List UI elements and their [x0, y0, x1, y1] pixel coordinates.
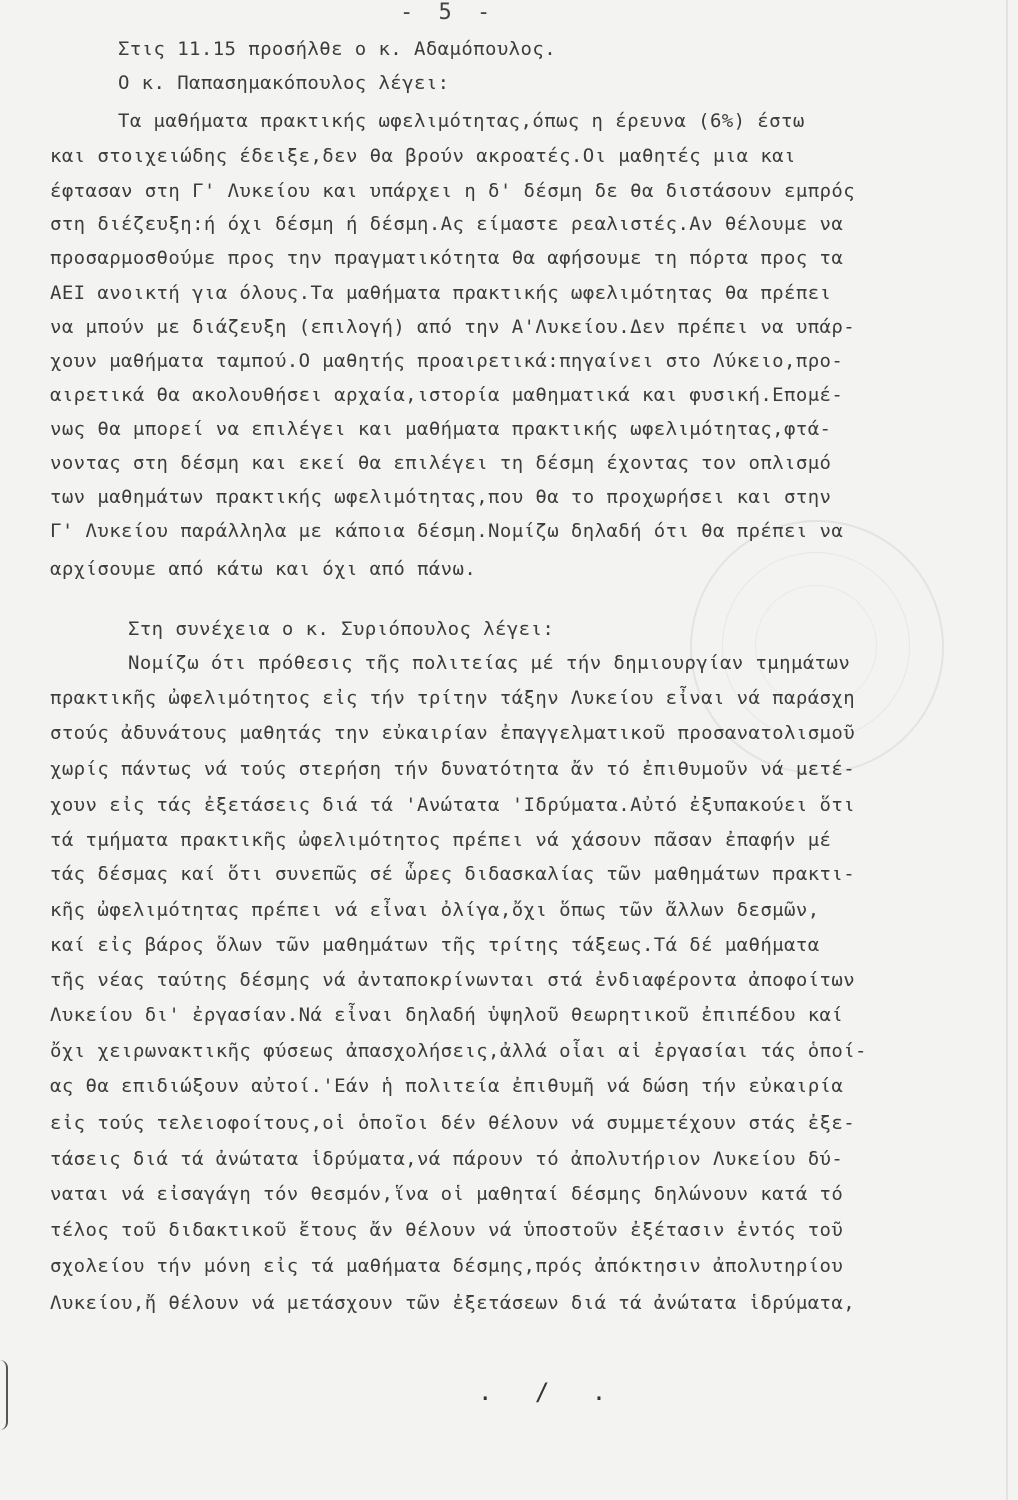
page-edge-shadow [1006, 0, 1008, 1500]
text-line: Τα μαθήματα πρακτικής ωφελιμότητας,όπως η έρευνα (6%) έστω [118, 110, 805, 132]
text-line: χωρίς πάντως νά τούς στερήση τήν δυνατότητα ἄν τό ἐπιθυμοῦν νά μετέ- [50, 758, 856, 780]
page-number: - 5 - [400, 0, 497, 25]
text-line: κῆς ὠφελιμότητας πρέπει νά εἶναι ὀλίγα,ὄχι ὅπως τῶν ἄλλων δεσμῶν, [50, 899, 820, 921]
text-line: σχολείου τήν μόνη εἰς τά μαθήματα δέσμης,πρός ἀπόκτησιν ἀπολυτηρίου [50, 1255, 844, 1277]
text-line: Ο κ. Παπασημακόπουλος λέγει: [118, 72, 450, 94]
text-line: πρακτικῆς ὠφελιμότητος εἰς τήν τρίτην τάξην Λυκείου εἶναι νά παράσχη [50, 687, 856, 709]
text-line: και στοιχειώδης έδειξε,δεν θα βρούν ακροατές.Οι μαθητές μια και [50, 145, 796, 167]
text-line: τῆς νέας ταύτης δέσμης νά ἀνταποκρίνωνται στά ἐνδιαφέροντα ἀποφοίτων [50, 969, 856, 991]
text-line: τάς δέσμας καί ὅτι συνεπῶς σέ ὧρες διδασκαλίας τῶν μαθημάτων πρακτι- [50, 863, 856, 885]
text-line: χουν εἰς τάς ἐξετάσεις διά τά 'Ανώτατα 'Ιδρύματα.Αὐτό ἐξυπακούει ὅτι [50, 794, 856, 816]
text-line: νοντας στη δέσμη και εκεί θα επιλέγει τη δέσμη έχοντας τον οπλισμό [50, 452, 832, 474]
text-line: χουν μαθήματα ταμπού.Ο μαθητής προαιρετικά:πηγαίνει στο Λύκειο,προ- [50, 350, 844, 372]
text-line: των μαθημάτων πρακτικής ωφελιμότητας,που θα το προχωρήσει και στην [50, 486, 832, 508]
text-line: ναται νά εἰσαγάγη τόν θεσμόν,ἵνα οἱ μαθηταί δέσμης δηλώνουν κατά τό [50, 1183, 844, 1205]
text-line: προσαρμοσθούμε προς την πραγματικότητα θα αφήσουμε τη πόρτα προς τα [50, 247, 844, 269]
text-line: ΑΕΙ ανοικτή για όλους.Τα μαθήματα πρακτικής ωφελιμότητας θα πρέπει [50, 282, 832, 304]
text-line: στούς ἀδυνάτους μαθητάς την εὐκαιρίαν ἐπαγγελματικοῦ προσανατολισμοῦ [50, 722, 856, 744]
text-line: νως θα μπορεί να επιλέγει και μαθήματα πρακτικής ωφελιμότητας,φτά- [50, 418, 832, 440]
text-line: εἰς τούς τελειοφοίτους,οἱ ὁποῖοι δέν θέλουν νά συμμετέχουν στάς ἐξε- [50, 1112, 856, 1134]
continuation-mark: . / . [478, 1378, 621, 1406]
text-line: Στη συνέχεια ο κ. Συριόπουλος λέγει: [128, 618, 555, 640]
text-line: Λυκείου δι' ἐργασίαν.Νά εἶναι δηλαδή ὑψηλοῦ θεωρητικοῦ ἐπιπέδου καί [50, 1004, 844, 1026]
text-line: τέλος τοῦ διδακτικοῦ ἔτους ἄν θέλουν νά ὑποστοῦν ἐξέτασιν ἐντός τοῦ [50, 1219, 844, 1241]
text-line: έφτασαν στη Γ' Λυκείου και υπάρχει η δ' δέσμη δε θα διστάσουν εμπρός [50, 180, 856, 202]
text-line: Γ' Λυκείου παράλληλα με κάποια δέσμη.Νομίζω δηλαδή ότι θα πρέπει να [50, 520, 844, 542]
text-line: τά τμήματα πρακτικῆς ὠφελιμότητος πρέπει νά χάσουν πᾶσαν ἐπαφήν μέ [50, 829, 832, 851]
text-line: ας θα επιδιώξουν αὐτοί.'Εάν ἡ πολιτεία ἐπιθυμῆ νά δώση τήν εὐκαιρία [50, 1075, 844, 1097]
binding-mark [0, 1360, 8, 1430]
text-line: ὄχι χειρωνακτικῆς φύσεως ἀπασχολήσεις,ἀλλά οἷαι αἱ ἐργασίαι τάς ὁποί- [50, 1040, 867, 1062]
text-line: καί εἰς βάρος ὅλων τῶν μαθημάτων τῆς τρίτης τάξεως.Τά δέ μαθήματα [50, 934, 820, 956]
text-line: Νομίζω ότι πρόθεσις τῆς πολιτείας μέ τήν δημιουργίαν τμημάτων [128, 652, 851, 674]
text-line: τάσεις διά τά ἀνώτατα ἱδρύματα,νά πάρουν τό ἀπολυτήριον Λυκείου δύ- [50, 1148, 844, 1170]
text-line: Στις 11.15 προσήλθε ο κ. Αδαμόπουλος. [118, 38, 557, 60]
text-line: αιρετικά θα ακολουθήσει αρχαία,ιστορία μαθηματικά και φυσική.Επομέ- [50, 384, 844, 406]
text-line: στη διέζευξη:ή όχι δέσμη ή δέσμη.Ας είμαστε ρεαλιστές.Αν θέλουμε να [50, 213, 844, 235]
text-line: αρχίσουμε από κάτω και όχι από πάνω. [50, 558, 477, 580]
text-line: Λυκείου,ἤ θέλουν νά μετάσχουν τῶν ἐξετάσεων διά τά ἀνώτατα ἱδρύματα, [50, 1292, 856, 1314]
text-line: να μπούν με διάζευξη (επιλογή) από την Α'Λυκείου.Δεν πρέπει να υπάρ- [50, 316, 856, 338]
